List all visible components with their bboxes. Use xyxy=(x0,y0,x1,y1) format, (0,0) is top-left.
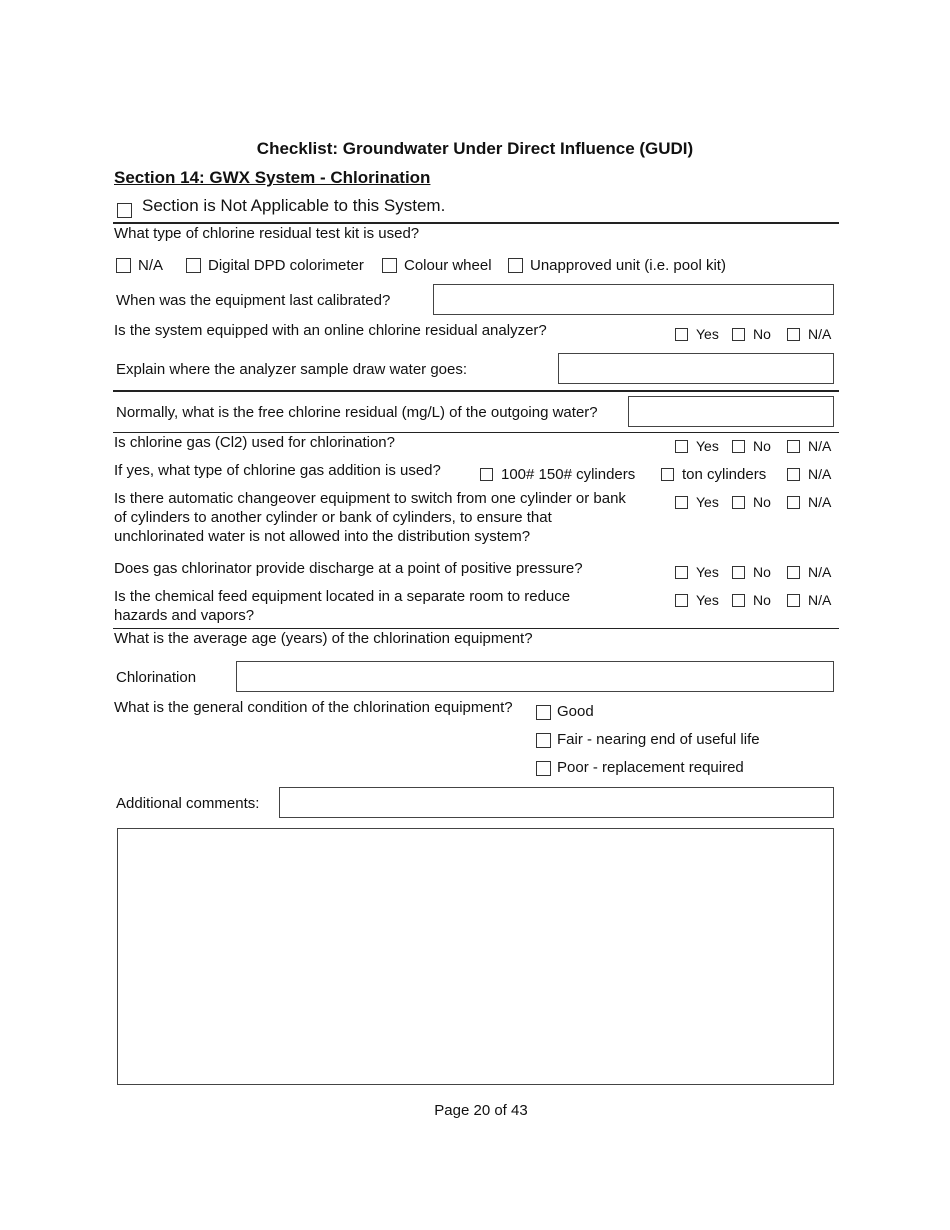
positive-pressure-no-label: No xyxy=(753,564,771,580)
condition-option-fair: Fair - nearing end of useful life xyxy=(557,731,760,748)
separate-room-question: Is the chemical feed equipment located in a separate room to reduce hazards and vapors? xyxy=(114,588,571,624)
online-analyzer-yes-checkbox[interactable] xyxy=(675,328,688,341)
separate-room-na-checkbox[interactable] xyxy=(787,594,800,607)
gas-addition-question: If yes, what type of chlorine gas addition is used? xyxy=(114,462,441,479)
not-applicable-checkbox[interactable] xyxy=(117,203,132,218)
separate-room-yes-label: Yes xyxy=(696,592,719,608)
calibration-input[interactable] xyxy=(433,284,834,315)
gas-addition-option-na: N/A xyxy=(808,466,832,482)
chlorine-gas-no-checkbox[interactable] xyxy=(732,440,745,453)
gas-addition-option-cylinders: 100# 150# cylinders xyxy=(501,466,636,483)
test-kit-option-unapproved: Unapproved unit (i.e. pool kit) xyxy=(530,257,726,274)
chlorine-gas-question: Is chlorine gas (Cl2) used for chlorination? xyxy=(114,434,395,451)
sample-draw-input[interactable] xyxy=(558,353,834,384)
test-kit-option-colour-wheel: Colour wheel xyxy=(404,257,492,274)
chlorination-age-label: Chlorination xyxy=(116,669,197,686)
chlorination-age-input[interactable] xyxy=(236,661,834,692)
test-kit-question: What type of chlorine residual test kit is used? xyxy=(114,225,420,242)
changeover-yes-label: Yes xyxy=(696,494,719,510)
test-kit-option-dpd: Digital DPD colorimeter xyxy=(208,257,364,274)
comments-input[interactable] xyxy=(279,787,834,818)
chlorine-gas-no-label: No xyxy=(753,438,771,454)
comments-textarea[interactable] xyxy=(117,828,834,1085)
condition-option-poor: Poor - replacement required xyxy=(557,759,744,776)
condition-question: What is the general condition of the chlorination equipment? xyxy=(114,699,513,716)
calibration-question: When was the equipment last calibrated? xyxy=(116,292,391,309)
gas-addition-ton-checkbox[interactable] xyxy=(661,468,674,481)
positive-pressure-na-checkbox[interactable] xyxy=(787,566,800,579)
condition-fair-checkbox[interactable] xyxy=(536,733,551,748)
gas-addition-cylinders-checkbox[interactable] xyxy=(480,468,493,481)
changeover-yes-checkbox[interactable] xyxy=(675,496,688,509)
positive-pressure-question: Does gas chlorinator provide discharge at a point of positive pressure? xyxy=(114,560,583,577)
changeover-na-label: N/A xyxy=(808,494,832,510)
comments-label: Additional comments: xyxy=(116,795,260,812)
online-analyzer-no-checkbox[interactable] xyxy=(732,328,745,341)
separate-room-no-checkbox[interactable] xyxy=(732,594,745,607)
condition-option-good: Good xyxy=(557,703,594,720)
gas-addition-option-ton: ton cylinders xyxy=(682,466,767,483)
condition-good-checkbox[interactable] xyxy=(536,705,551,720)
positive-pressure-no-checkbox[interactable] xyxy=(732,566,745,579)
changeover-question: Is there automatic changeover equipment to switch from one cylinder or bank of cylinders to another cylinder or bank of cylinders, to ensure that unchlorinated water is not allowed into the distribution system? xyxy=(114,490,626,545)
changeover-no-checkbox[interactable] xyxy=(732,496,745,509)
separate-room-no-label: No xyxy=(753,592,771,608)
chlorine-gas-yes-checkbox[interactable] xyxy=(675,440,688,453)
online-analyzer-no-label: No xyxy=(753,326,771,342)
online-analyzer-na-checkbox[interactable] xyxy=(787,328,800,341)
test-kit-option-na: N/A xyxy=(138,257,164,274)
test-kit-colour-wheel-checkbox[interactable] xyxy=(382,258,397,273)
test-kit-na-checkbox[interactable] xyxy=(116,258,131,273)
page-number: Page 20 of 43 xyxy=(434,1102,528,1119)
positive-pressure-na-label: N/A xyxy=(808,564,832,580)
chlorine-gas-na-checkbox[interactable] xyxy=(787,440,800,453)
free-chlorine-question: Normally, what is the free chlorine residual (mg/L) of the outgoing water? xyxy=(116,404,598,421)
section-heading: Section 14: GWX System - Chlorination xyxy=(114,168,431,187)
chlorine-gas-yes-label: Yes xyxy=(696,438,719,454)
chlorine-gas-na-label: N/A xyxy=(808,438,832,454)
test-kit-dpd-checkbox[interactable] xyxy=(186,258,201,273)
test-kit-unapproved-checkbox[interactable] xyxy=(508,258,523,273)
changeover-na-checkbox[interactable] xyxy=(787,496,800,509)
equipment-age-question: What is the average age (years) of the chlorination equipment? xyxy=(114,630,533,647)
free-chlorine-input[interactable] xyxy=(628,396,834,427)
online-analyzer-yes-label: Yes xyxy=(696,326,719,342)
divider xyxy=(113,390,839,392)
gas-addition-na-checkbox[interactable] xyxy=(787,468,800,481)
changeover-no-label: No xyxy=(753,494,771,510)
page-title: Checklist: Groundwater Under Direct Influence (GUDI) xyxy=(256,139,694,158)
separate-room-yes-checkbox[interactable] xyxy=(675,594,688,607)
not-applicable-label: Section is Not Applicable to this System. xyxy=(142,196,446,215)
condition-poor-checkbox[interactable] xyxy=(536,761,551,776)
online-analyzer-na-label: N/A xyxy=(808,326,832,342)
separate-room-na-label: N/A xyxy=(808,592,832,608)
positive-pressure-yes-checkbox[interactable] xyxy=(675,566,688,579)
online-analyzer-question: Is the system equipped with an online chlorine residual analyzer? xyxy=(114,322,547,339)
positive-pressure-yes-label: Yes xyxy=(696,564,719,580)
sample-draw-question: Explain where the analyzer sample draw water goes: xyxy=(116,361,468,378)
